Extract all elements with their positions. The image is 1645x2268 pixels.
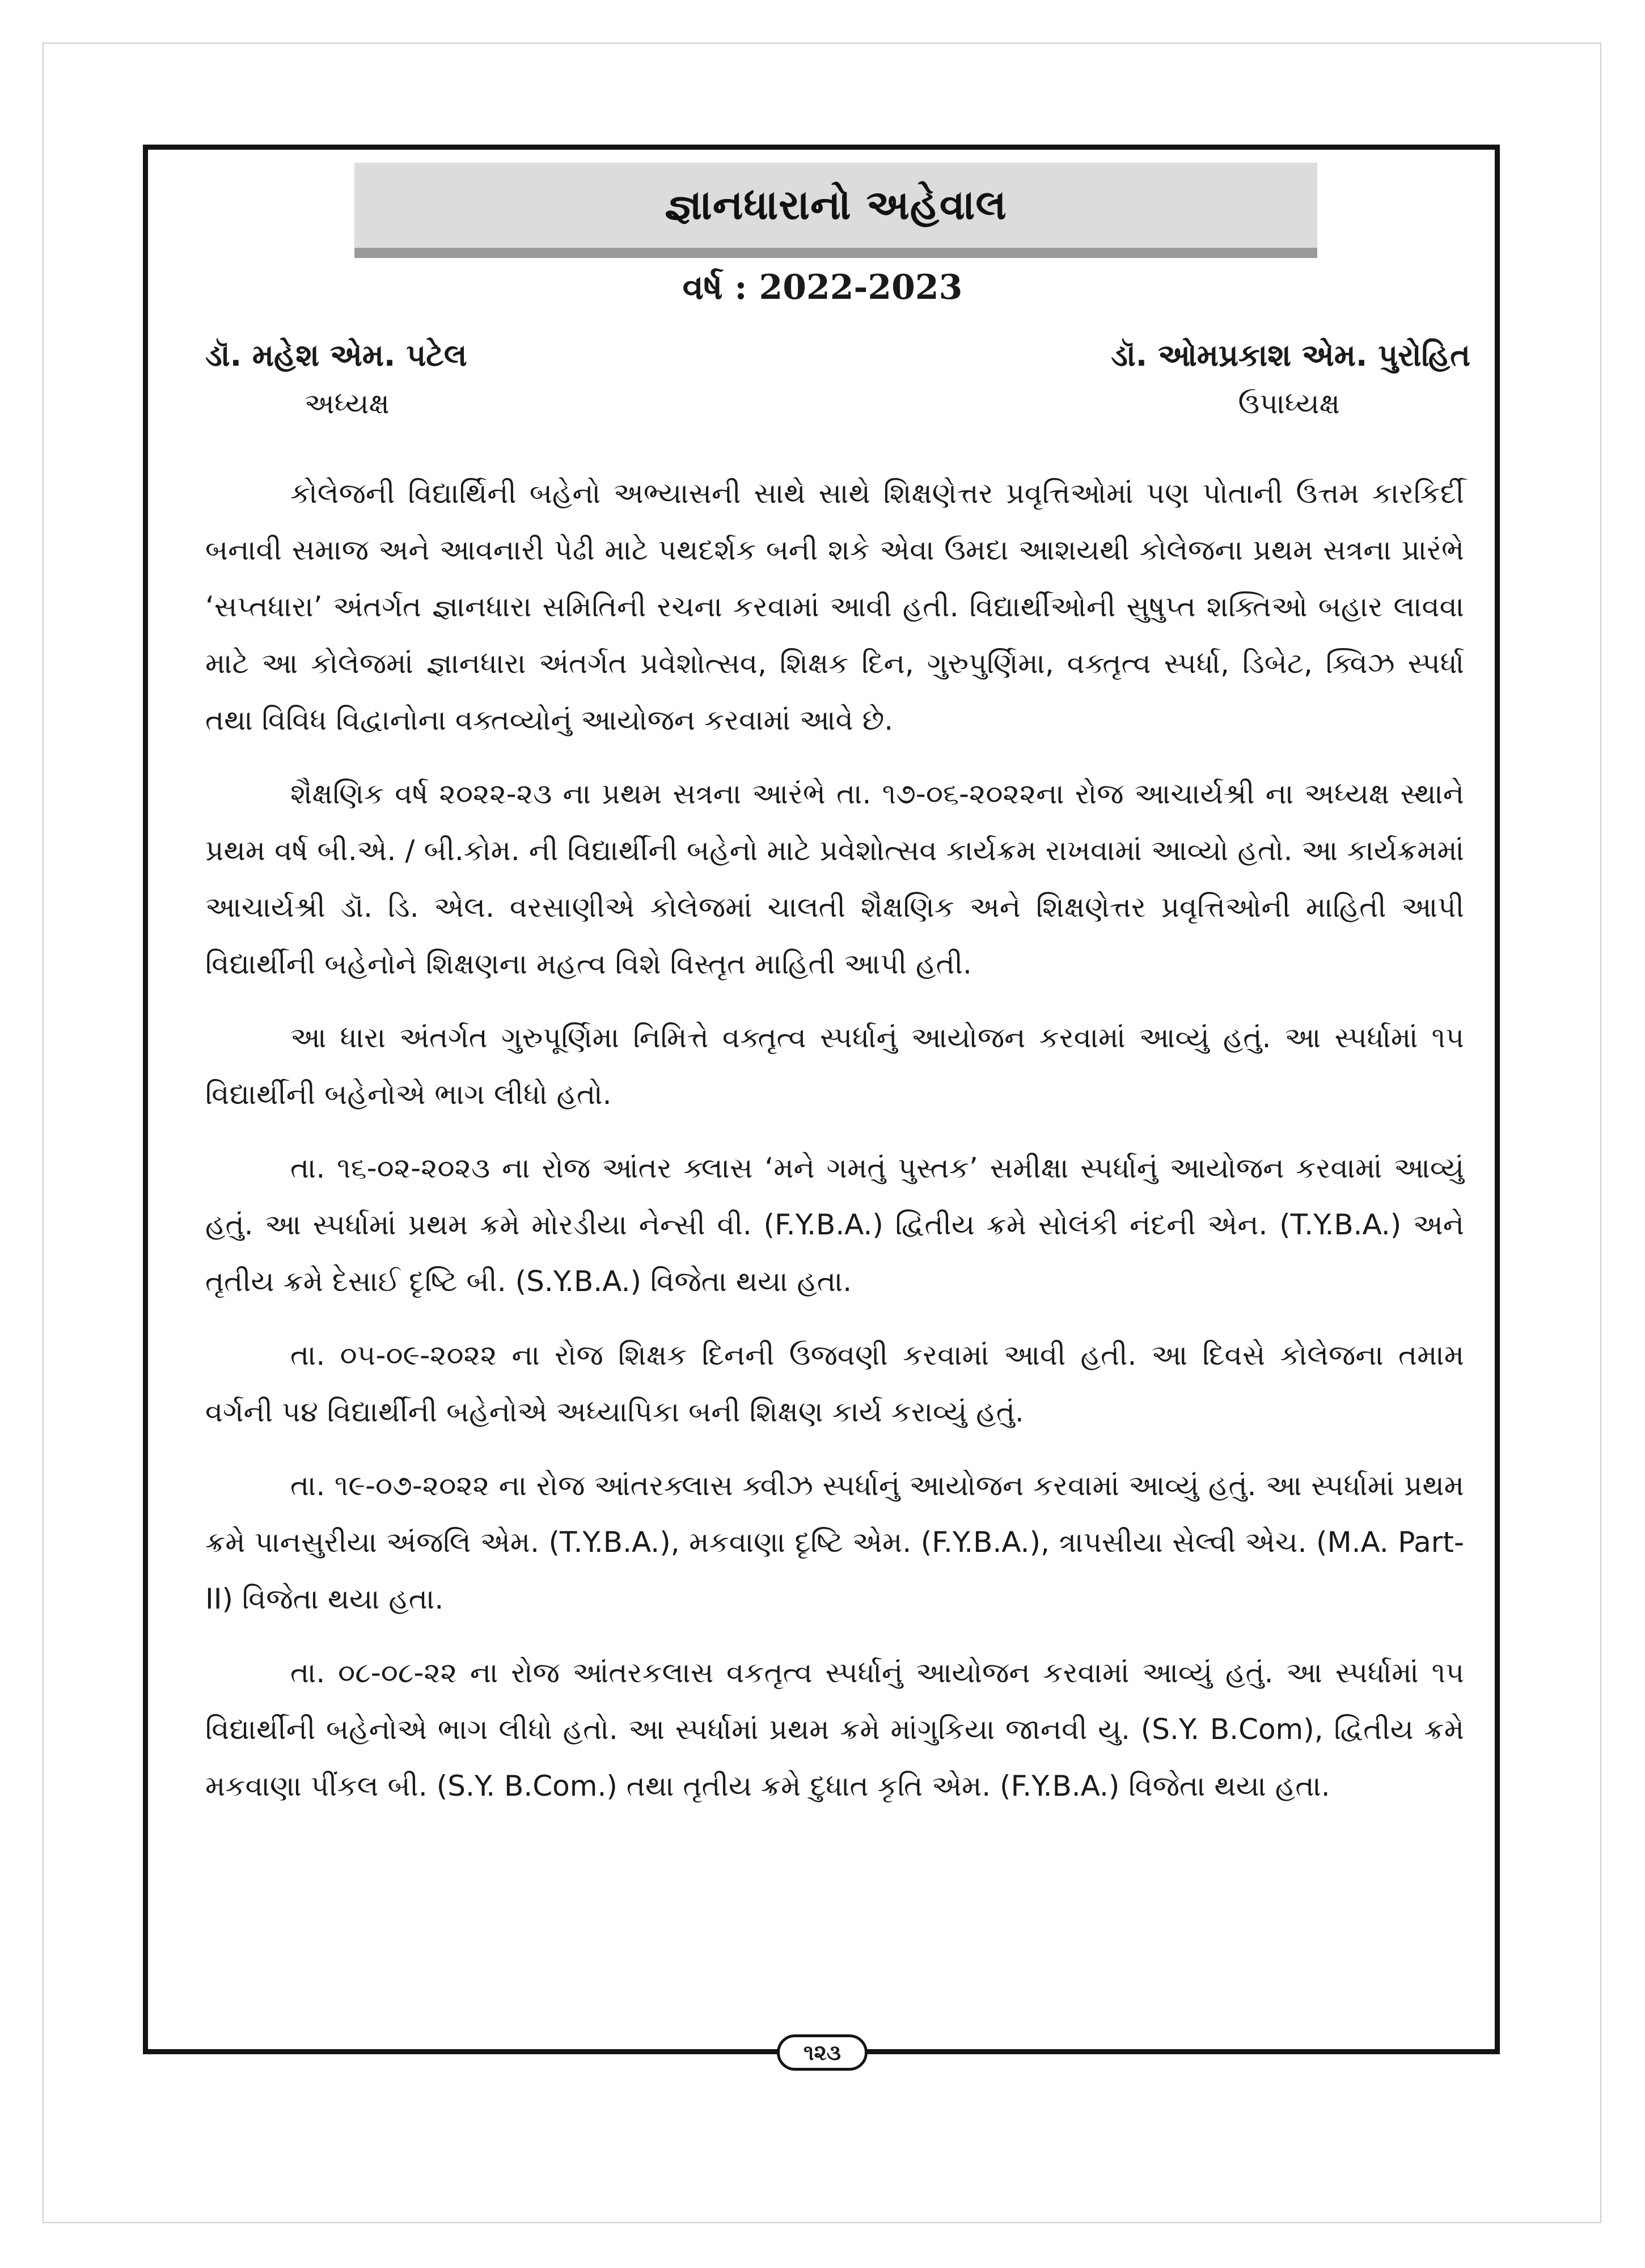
paragraph-teachers-day: તા. ૦૫-૦૯-૨૦૨૨ ના રોજ શિક્ષક દિનની ઉજવણી કરવામાં આવી હતી. આ દિવસે કોલેજના તમામ વર્ગની ૫૪ વિદ્યાર્થીની બહેનોએ અધ્યાપિકા બની શિક્ષણ કાર્ય કરાવ્યું હતું. (205, 1339, 1464, 1428)
page-title: જ્ઞાનધારાનો અહેવાલ (665, 181, 1007, 229)
year-separator: : (722, 268, 759, 307)
chairperson-block (205, 337, 467, 421)
vice-chairperson-block (1111, 337, 1470, 421)
year-value: 2022-2023 (759, 268, 963, 307)
paragraph-quiz: તા. ૧૯-૦૭-૨૦૨૨ ના રોજ આંતરક્લાસ ક્વીઝ સ્પર્ધાનું આયોજન કરવામાં આવ્યું હતું. આ સ્પર્ધામાં પ્રથમ ક્રમે પાનસુરીયા અંજલિ એમ. (T.Y.B.A.), મકવાણા દૃષ્ટિ એમ. (F.Y.B.A.), ત્રાપસીયા સેલ્વી એચ. (M.A. Part-II) વિજેતા થયા હતા. (205, 1469, 1464, 1615)
paragraph-gurupurnima: આ ધારા અંતર્ગત ગુરુપૂર્ણિમા નિમિત્તે વક્તૃત્વ સ્પર્ધાનું આયોજન કરવામાં આવ્યું હતું. આ સ્પર્ધામાં ૧૫ વિદ્યાર્થીની બહેનોએ ભાગ લીધો હતો. (205, 1021, 1464, 1111)
vice-chairperson-name: ડૉ. ઓમપ્રકાશ એમ. પુરોહિત (1111, 337, 1470, 373)
year-line (0, 268, 1645, 307)
year-label: વર્ષ (682, 268, 723, 307)
paragraph-elocution: તા. ૦૮-૦૮-૨૨ ના રોજ આંતરકલાસ વકતૃત્વ સ્પર્ધાનું આયોજન કરવામાં આવ્યું હતું. આ સ્પર્ધામાં ૧૫ વિદ્યાર્થીની બહેનોએ ભાગ લીધો હતો. આ સ્પર્ધામાં પ્રથમ ક્રમે માંગુકિયા જાનવી યુ. (S.Y. B.Com), દ્વિતીય ક્રમે મકવાણા પીંકલ બી. (S.Y. B.Com.) તથા તૃતીય ક્રમે દુધાત કૃતિ એમ. (F.Y.B.A.) વિજેતા થયા હતા. (205, 1656, 1464, 1802)
page-number: ૧૨૩ (777, 2034, 868, 2071)
chairperson-role: અધ્યક્ષ (305, 387, 390, 420)
paragraph-intro: કોલેજની વિદ્યાર્થિની બહેનો અભ્યાસની સાથે સાથે શિક્ષણેત્તર પ્રવૃત્તિઓમાં પણ પોતાની ઉત્તમ કારકિર્દી બનાવી સમાજ અને આવનારી પેઢી માટે પથદર્શક બની શકે એવા ઉમદા આશયથી કોલેજના પ્રથમ સત્રના પ્રારંભે ‘સપ્તધારા’ અંતર્ગત જ્ઞાનધારા સમિતિની રચના કરવામાં આવી હતી. વિદ્યાર્થીઓની સુષુપ્ત શક્તિઓ બહાર લાવવા માટે આ કોલેજમાં જ્ઞાનધારા અંતર્ગત પ્રવેશોત્સવ, શિક્ષક દિન, ગુરુપુર્ણિમા, વક્તૃત્વ સ્પર્ધા, ડિબેટ, ક્વિઝ સ્પર્ધા તથા વિવિધ વિદ્વાનોના વક્તવ્યોનું આયોજન કરવામાં આવે છે. (205, 477, 1464, 737)
chairperson-name: ડૉ. મહેશ એમ. પટેલ (205, 337, 467, 373)
vice-chairperson-role: ઉપાધ્યક્ષ (1238, 387, 1340, 420)
paragraph-book-review: તા. ૧૬-૦૨-૨૦૨૩ ના રોજ આંતર ક્લાસ ‘મને ગમતું પુસ્તક’ સમીક્ષા સ્પર્ધાનું આયોજન કરવામાં આવ્યું હતું. આ સ્પર્ધામાં પ્રથમ ક્રમે મોરડીયા નેન્સી વી. (F.Y.B.A.) દ્વિતીય ક્રમે સોલંકી નંદની એન. (T.Y.B.A.) અને તૃતીય ક્રમે દેસાઈ દૃષ્ટિ બી. (S.Y.B.A.) વિજેતા થયા હતા. (205, 1152, 1464, 1298)
paragraph-praveshotsav: શૈક્ષણિક વર્ષ ૨૦૨૨-૨૩ ના પ્રથમ સત્રના આરંભે તા. ૧૭-૦૬-૨૦૨૨ના રોજ આચાર્યશ્રી ના અધ્યક્ષ સ્થાને પ્રથમ વર્ષ બી.એ. / બી.કોમ. ની વિદ્યાર્થીની બહેનો માટે પ્રવેશોત્સવ કાર્યક્રમ રાખવામાં આવ્યો હતો. આ કાર્યક્રમમાં આચાર્યશ્રી ડૉ. ડિ. એલ. વરસાણીએ કોલેજમાં ચાલતી શૈક્ષણિક અને શિક્ષણેત્તર પ્રવૃત્તિઓની માહિતી આપી વિદ્યાર્થીની બહેનોને શિક્ષણના મહત્વ વિશે વિસ્તૃત માહિતી આપી હતી. (205, 777, 1464, 980)
title-banner (354, 163, 1317, 258)
report-body (205, 465, 1464, 1831)
